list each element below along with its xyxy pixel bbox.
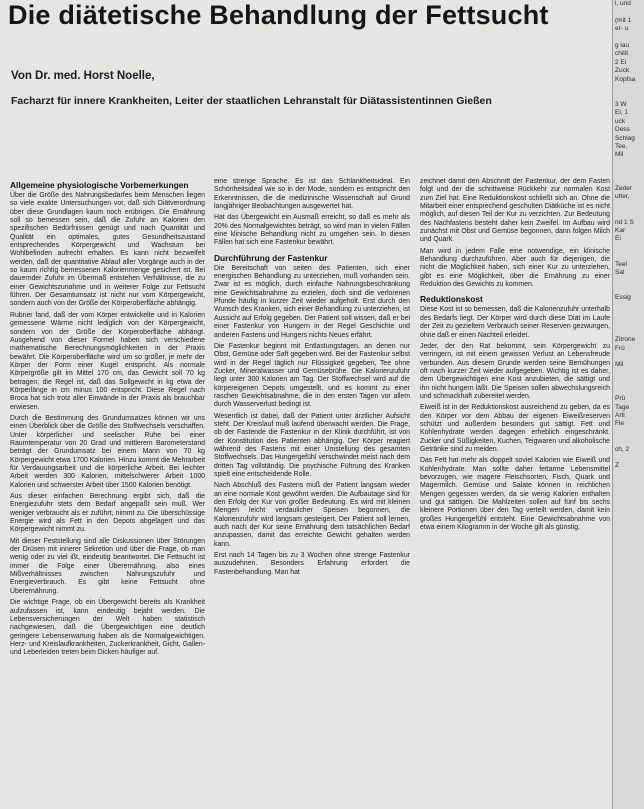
strip-fragment — [613, 387, 644, 395]
section-heading: Reduktionskost — [420, 294, 483, 305]
strip-fragment: ch, 2 — [615, 445, 630, 453]
section-heading: Allgemeine physiologische Vorbemerkungen — [10, 180, 189, 190]
strip-fragment — [613, 210, 644, 218]
strip-fragment: Tee, — [615, 142, 628, 150]
strip-fragment: Ei — [615, 235, 621, 243]
body-paragraph: Die Bereitschaft von seiten des Patienten, sich einer energischen Behandlung zu unterziehen, muß vorhanden sein. Zwar ist es möglich, durch einfache Nahrungsbeschränkung eine Gewichtsabnahme zu erzielen, doch sind die verlorenen Pfunde häufig in kurzer Zeit wieder aufgeholt. Erst durch den Wunsch des Kranken, sich einer Behandlung zu unterziehen, ist Aussicht auf Erfolg gegeben. Der Patient soll wissen, daß er bei einer Fastenkur von Hungern in der Regel Geschichte und anderen Fastens und Hungers nichts Neues erfährt. — [214, 264, 410, 339]
strip-fragment: utter, — [615, 193, 630, 201]
strip-fragment — [613, 168, 644, 176]
strip-fragment: er- u — [615, 25, 629, 33]
strip-fragment: g lau — [615, 42, 630, 50]
strip-fragment: Zuck — [615, 67, 630, 75]
body-paragraph: Die Fastenkur beginnt mit Entlastungstagen, an denen nur Obst, Gemüse oder Saft gegeben wird. Bei der Fastenkur selbst wird in der Regel täglich nur Flüssigkeit gegeben, Tee ohne Zucker, Mineralwasser und Gemüsebrühe. Die Kalorienzufuhr liegt unter 300 Kalorien am Tag. Der Stoffwechsel wird auf die körpereigenen Depots umgestellt, und es kommt zu einer raschen Gewichtsabnahme, die in den ersten Tagen vor allem durch Wasserverlust bedingt ist. — [214, 342, 410, 409]
body-paragraph: Nach Abschluß des Fastens muß der Patient langsam wieder an eine normale Kost gewöhnt werden. Die Aufbautage sind für den Erfolg der Kur von großer Bedeutung. Es wird mit kleinen Mengen leicht verdaulicher Speisen begonnen, die Kalorienzufuhr wird langsam gesteigert. Der Patient soll lernen, auch nach der Kur seine Ernährung dem tatsächlichen Bedarf anzupassen, damit das erreichte Gewicht gehalten werden kann. — [214, 482, 410, 548]
strip-fragment: Z — [615, 462, 619, 470]
strip-fragment: Zitrone — [615, 336, 636, 344]
strip-fragment — [613, 311, 644, 319]
body-paragraph: Hat das Übergewicht ein Ausmaß erreicht, so daß es mehr als 20% des Normalgewichtes beträgt, so wird man in vielen Fällen eine klinische Behandlung nicht zu umgehen sein. In diesen Fällen hat sich eine Fastenkur bewährt. — [214, 214, 410, 247]
strip-fragment: Frü — [615, 344, 625, 352]
strip-fragment — [613, 353, 644, 361]
body-paragraph: zeichnet damit den Abschnitt der Fastenkur, der dem Fasten folgt und der die schrittweise Rückkehr zur normalen Kost zum Ziel hat. Eine Reduktionskost schließt sich an. Ohne die Mitarbeit einer entsprechend geschulten Diätküche ist es nicht möglich, auf diesen Teil der Kur zu verzichten. Zur Bedeutung des Nachfastens besteht daher kein Zweifel. Im Aufbau wird zunächst mit Obst und Gemüse begonnen, dann folgen Milch und Quark. — [420, 178, 610, 244]
strip-fragment: Dess — [615, 126, 630, 134]
strip-fragment — [613, 328, 644, 336]
body-paragraph: Erst nach 14 Tagen bis zu 3 Wochen ohne strenge Fastenkur auszudehnen. Besonders Erfahrung erfordert die Fastenbehandlung. Man hat — [214, 552, 410, 576]
strip-fragment: uck — [615, 117, 626, 125]
strip-fragment: Teel — [615, 260, 627, 268]
strip-fragment — [613, 378, 644, 386]
author-affiliation: Facharzt für innere Krankheiten, Leiter der staatlichen Lehranstalt für Diätassistentinnen Gießen — [11, 95, 492, 107]
strip-fragment: l, und — [615, 0, 631, 7]
body-paragraph: Aus dieser einfachen Berechnung ergibt sich, daß die Energiezufuhr stets dem Bedarf angepaßt sein muß. Wer weniger verbraucht als er zuführt, nimmt zu. Die überschüssige Energie wird als Fett in den Depots abgelagert und das Körpergewicht nimmt zu. — [10, 493, 205, 534]
author-line: Von Dr. med. Horst Noelle, — [11, 70, 155, 82]
strip-fragment: (mit 1 — [615, 16, 632, 24]
body-paragraph: Durch die Bestimmung des Grundumsatzes können wir uns einen Überblick über die Größe des Stoffwechsels verschaffen. Unter körperlicher und seelischer Ruhe bei einer Raumtemperatur von 20 Grad und mittlerem Barometerstand beträgt der Grundumsatz bei einem Mann von 70 kg Körpergewicht etwa 1700 Kalorien. Hinzu kommt die Mehrarbeit für Verdauungsarbeit und die körperliche Arbeit. Bei leichter Arbeit werden 300 Kalorien, mittelschwerer Arbeit 1000 Kalorien und schwerster Arbeit über 1500 Kalorien benötigt. — [10, 414, 205, 489]
section-heading: Durchführung der Fastenkur — [214, 252, 328, 263]
strip-fragment: Essig — [615, 294, 631, 302]
strip-fragment — [613, 252, 644, 260]
text-column-3 — [420, 178, 610, 800]
strip-fragment: Sal — [615, 269, 625, 276]
strip-fragment: Schlag — [615, 134, 635, 142]
strip-fragment: Kar — [615, 226, 626, 234]
strip-fragment: 2 Ei — [615, 58, 627, 66]
strip-fragment — [613, 244, 644, 252]
strip-fragment: Mil — [615, 151, 624, 159]
strip-fragment: nd 1 S — [615, 218, 634, 226]
body-paragraph: Man wird in jedem Falle eine notwendige, ein klinische Behandlung durchzuführen. Aber auch für diejenigen, die nicht die Möglichkeit haben, sich einer Kur zu unterziehen, gibt es eine Möglichkeit, über die Ernährung zu einer Reduktion des Gewichts zu kommen. — [420, 247, 610, 289]
strip-fragment: Prü — [615, 395, 626, 403]
body-paragraph: Eiweiß ist in der Reduktionskost ausreichend zu geben, da es den Körper vor dem Abbau der eigenen Eiweißreserven schützt und außerdem besonders gut sättigt. Fett und Kohlenhydrate werden dagegen erheblich eingeschränkt. Zucker und Süßigkeiten, Kuchen, Teigwaren und alkoholische Getränke sind zu meiden. — [420, 404, 610, 453]
strip-fragment — [613, 370, 644, 378]
strip-fragment: 3 W — [615, 100, 627, 108]
adjacent-page-strip — [612, 0, 644, 809]
strip-fragment — [613, 286, 644, 294]
strip-fragment — [613, 454, 644, 462]
article-title: Die diätetische Behandlung der Fettsucht — [8, 0, 549, 30]
body-paragraph: Jeder, der den Rat bekommt, sein Körpergewicht zu verringern, ist mit einem gewissen Verlust an Lebensfreude verbunden. Aus diesem Grunde werden seine Bemühungen oft nach kurzer Zeit wieder aufgegeben. Wichtig ist es daher, dem Übergewichtigen eine Kost anzubieten, die sättigt und ihn nicht hungern läßt. Die Speisen sollen abwechslungsreich und schmackhaft zubereitet werden. — [420, 342, 610, 400]
strip-fragment — [613, 429, 644, 437]
body-paragraph: Rubner fand, daß der vom Körper entwickelte und in Kalorien gemessene Wärme nicht lediglich von der Körpergewicht, sondern von der Größe der Körperoberfläche abhängt. Ausgehend von dieser Formel haben sich verschiedene mathematische Berechnungsmöglichkeiten in der Praxis bewährt. Die Körperoberfläche wird um so größer, je mehr der Körper der Form einer Kugel entspricht. Als normale Körpergröße gilt im Mittel 170 cm, das Gewicht soll 70 kg betragen; die Regel ist, daß das Sollgewicht in kg etwa der Körperlänge in cm minus 100 entspricht. Diese Regel nach Broca hat sich trotz aller Einwände in der Praxis als brauchbar erwiesen. — [10, 311, 205, 411]
body-paragraph: Mit dieser Feststellung sind alle Diskussionen über Störungen der Drüsen mit innerer Sekretion und über die Frage, ob man wenig oder zu viel ißt, eindeutig beantwortet. Die Fettsucht ist immer die Folge einer Überernährung, also eines Mißverhältnisses zwischen Nahrungszufuhr und Energieverbrauch. Es gibt keine Fettsucht ohne Überernährung. — [10, 537, 205, 595]
strip-fragment — [613, 92, 644, 100]
strip-fragment: Arti — [615, 411, 625, 419]
body-paragraph: Die wichtige Frage, ob ein Übergewicht bereits als Krankheit aufzufassen ist, kann eindeutig bejaht werden. Die Lebensversicherungen der Welt haben statistisch nachgewiesen, daß die Übergewichtigen eine deutlich geringere Lebenserwartung haben als die Normalgewichtigen. Herz- und Kreislaufkrankheiten, Zuckerkrankheit, Gicht, Gallen- und Leberleiden treten beim Dicken häufiger auf. — [10, 599, 205, 657]
strip-fragment — [613, 303, 644, 311]
body-paragraph: eine strenge Sprache. Es ist das Schlankheitsideal. Ein Schönheitsideal wie so in der Mode, sondern es entspricht den Erkenntnissen, die die medizinische Wissenschaft auf Grund langjähriger Beobachtungen ausgewertet hat. — [214, 178, 410, 211]
body-paragraph: Das Fett hat mehr als doppelt soviel Kalorien wie Eiweiß und Kohlenhydrate. Man sollte daher fettarme Lebensmittel bevorzugen, wie magere Fleischsorten, Fisch, Quark und Magermilch. Gemüse und Salate können in reichlichen Mengen gegessen werden, da sie wenig Kalorien enthalten und gut sättigen. Die Mahlzeiten sollen auf fünf bis sechs kleinere Portionen über den Tag verteilt werden, damit kein großes Hungergefühl entsteht. Eine Gewichtsabnahme von etwa einem Kilogramm in der Woche gilt als günstig. — [420, 457, 610, 532]
strip-fragment — [613, 202, 644, 210]
body-paragraph: Diese Kost ist so bemessen, daß die Kalorienzufuhr unterhalb des Bedarfs liegt. Der Körper wird durch diese Diät im Laufe der Zeit zu gezieltem Verbrauch seiner Reserven gezwungen, ohne daß er einen Nachteil erleidet. — [420, 306, 610, 339]
strip-fragment — [613, 437, 644, 445]
strip-fragment: Fle — [615, 420, 625, 428]
strip-fragment: Tage — [615, 403, 630, 411]
strip-fragment — [613, 84, 644, 92]
strip-fragment — [613, 34, 644, 42]
strip-fragment: Mil — [615, 361, 624, 369]
strip-fragment — [613, 160, 644, 168]
strip-fragment — [613, 8, 644, 16]
strip-fragment — [613, 277, 644, 285]
strip-fragment: Zeder — [615, 184, 632, 192]
strip-fragment: chilit — [615, 50, 629, 58]
strip-fragment: Ei, 1 — [615, 109, 629, 117]
body-paragraph: Wesentlich ist dabei, daß der Patient unter ärztlicher Aufsicht steht. Der Kreislauf muß laufend überwacht werden. Die Frage, ob der Fastende die Fastenkur in der Klinik durchführt, ist von der Konstitution des Patienten abhängig. Der Körper reagiert während des Fastens mit einer Umstellung des gesamten Stoffwechsels. Das Hungergefühl verschwindet meist nach dem dritten Tag vollständig. Die psychische Führung des Kranken spielt eine entscheidende Rolle. — [214, 412, 410, 478]
text-column-1 — [10, 180, 205, 802]
body-paragraph: Über die Größe des Nahrungsbedarfes beim Menschen liegen so viele exakte Untersuchungen vor, daß sich Diätverordnung über diese Grundlagen kaum noch erübrigen. Die Ernährung soll so bemessen sein, daß die Zufuhr an Kalorien den spezifischen Bedürfnissen genügt und nach Quantität und Qualität ein optimales, gutes Gesundheitszustand entsprechendes Körpergewicht und Wachstum bei Wohlbefinden aufrecht erhalten. Es kann nicht bezweifelt werden, daß der quantitative Ablauf aller Vorgänge auch in der so kaum richtig bemessenen Kalorienmenge gesichert ist. Bei dauernder Zufuhr im Übermaß entstehen Verhältnisse, die zu einer Gewichtszunahme und in weiterer Folge zur Fettsucht führen. Der Gesamtumsatz ist nicht nur vom Körpergewicht, sondern auch von der Größe der Körperoberfläche abhängig. — [10, 192, 205, 308]
strip-fragment — [613, 177, 644, 185]
strip-fragment: Kopfsa — [615, 75, 636, 83]
text-column-2 — [214, 178, 410, 800]
strip-fragment — [613, 319, 644, 327]
